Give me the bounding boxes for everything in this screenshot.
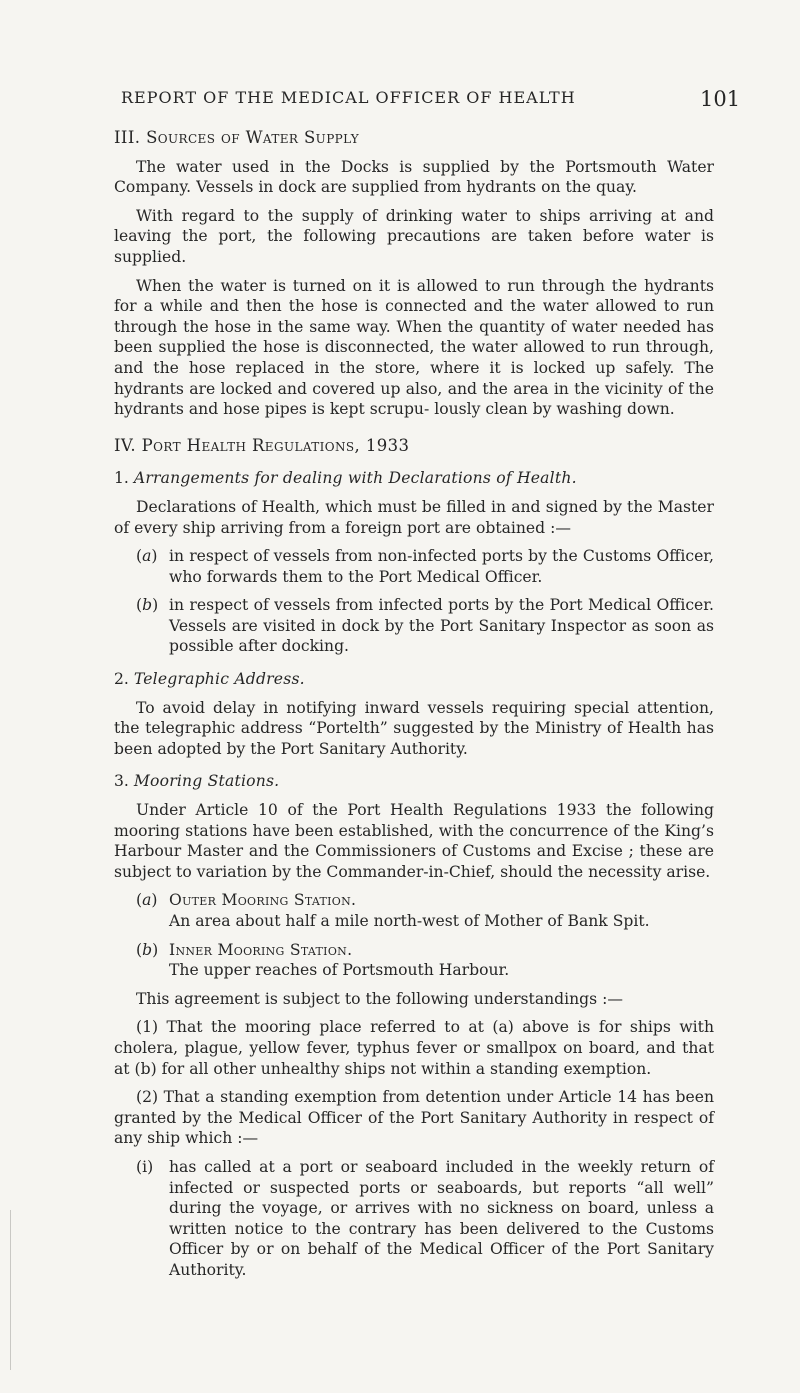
paragraph: To avoid delay in notifying inward vessels requiring special attention, the telegraphic address “Portelth” suggested by the Ministry of Health has been adopted by the Port Sanitary Authority. [114, 698, 714, 758]
paragraph: Declarations of Health, which must be filled in and signed by the Master of every ship arriving from a foreign port are obtained :— [114, 497, 714, 537]
list-marker: (b) [136, 940, 159, 959]
list-item [136, 595, 714, 657]
list-marker: (i) [136, 1157, 154, 1176]
page-header [0, 88, 800, 118]
subsection-number: 2. [114, 670, 129, 689]
subsection-number: 3. [114, 772, 129, 791]
paragraph-text: That a standing exemption from detention under Article 14 has been granted by the Medical Officer of the Port Sanitary Authority in respect of any ship which :— [114, 1088, 714, 1148]
paragraph: The water used in the Docks is supplied by the Portsmouth Water Company. Vessels in dock are supplied from hydrants on the quay. [114, 157, 714, 197]
section-title: Sources of Water Supply [146, 128, 360, 147]
paragraph: When the water is turned on it is allowed to run through the hydrants for a while and then the hose is connected and the water allowed to run through the hose in the same way. When the quantity of water needed has been supplied the hose is disconnected, the water allowed to run through, and the hose replaced in the store, where it is locked up safely. The hydrants are locked and covered up also, and the area in the vicinity of the hydrants and hose pipes is kept scrupu- lously clean by washing down. [114, 276, 714, 419]
list-marker: (a) [136, 547, 158, 566]
section-heading [114, 436, 714, 457]
list-item [136, 1157, 714, 1281]
page-number: 101 [700, 87, 741, 111]
margin-rule [10, 1210, 11, 1370]
station-name: Outer Mooring Station. [169, 891, 357, 910]
section-title: Port Health Regulations, 1933 [141, 435, 410, 455]
subsection-title: Arrangements for dealing with Declarations of Health. [133, 469, 577, 488]
section-number: III. [114, 128, 141, 147]
list-item [136, 940, 714, 981]
section-heading [114, 128, 714, 149]
list-marker: (b) [136, 596, 159, 615]
paragraph: Under Article 10 of the Port Health Regulations 1933 the following mooring stations have been established, with the concurrence of the King’s Harbour Master and the Commissioners of Customs and Excise ; these are subject to variation by the Commander-in-Chief, should the necessity arise. [114, 801, 714, 881]
list-marker: (a) [136, 891, 158, 910]
subsection-heading [114, 771, 714, 792]
station-description: An area about half a mile north-west of Mother of Bank Spit. [169, 912, 650, 930]
paragraph-number: (2) [136, 1088, 159, 1107]
subsection-heading [114, 468, 714, 489]
subsection-heading [114, 669, 714, 690]
list-item-text: in respect of vessels from non-infected ports by the Customs Officer, who forwards them to the Port Medical Officer. [169, 547, 714, 586]
paragraph: This agreement is subject to the following understandings :— [136, 989, 623, 1008]
station-description: The upper reaches of Portsmouth Harbour. [169, 961, 510, 980]
numbered-paragraph [114, 1017, 714, 1079]
subsection-title: Telegraphic Address. [133, 670, 305, 689]
list-item-text: in respect of vessels from infected ports by the Port Medical Officer. Vessels are visited in dock by the Port Sanitary Inspector as soon as possible after docking. [169, 596, 714, 656]
list-item [136, 890, 714, 931]
numbered-paragraph [114, 1087, 714, 1149]
paragraph-text: That the mooring place referred to at (a) above is for ships with cholera, plague, yellow fever, typhus fever or smallpox on board, and that at (b) for all other unhealthy ships not within a standing exemption. [114, 1018, 714, 1078]
paragraph: With regard to the supply of drinking water to ships arriving at and leaving the port, the following precautions are taken before water is supplied. [114, 206, 714, 266]
subsection-number: 1. [114, 469, 129, 488]
section-number: IV. [114, 435, 136, 455]
running-title: REPORT OF THE MEDICAL OFFICER OF HEALTH [121, 88, 576, 107]
list-item-text: has called at a port or seaboard included in the weekly return of infected or suspected ports or seaboards, but reports “all well” during the voyage, or arrives with no sickness on board, unless a written notice to the contrary has been delivered to the Customs Officer by or on behalf of the Medical Officer of the Port Sanitary Authority. [169, 1157, 714, 1279]
page-content [114, 128, 714, 1281]
list-item [136, 546, 714, 587]
station-name: Inner Mooring Station. [169, 940, 353, 959]
subsection-title: Mooring Stations. [133, 772, 280, 791]
paragraph-number: (1) [136, 1018, 159, 1037]
